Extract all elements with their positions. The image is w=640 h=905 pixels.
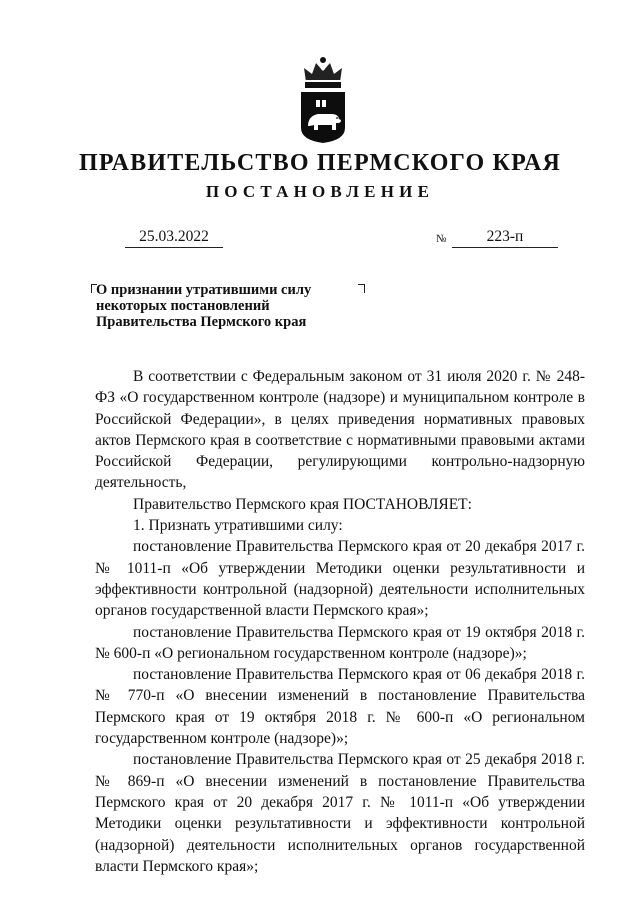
- act-paragraph: постановление Правительства Пермского края от 25 декабря 2018 г. № 869-п «О внесении изменений в постановление Правительства Пермского края от 20 декабря 2017 г. № 1011-п «Об утверждении Методики оценки результативности и эффективности контрольной (надзорной) деятельности исполнительных органов государственной власти Пермского края»;: [95, 751, 585, 875]
- item-paragraph: 1. Признать утратившими силу:: [133, 517, 343, 535]
- subject-bracket-right: [358, 284, 365, 293]
- subject-line: Правительства Пермского края: [96, 314, 307, 330]
- decree-paragraph: Правительство Пермского края ПОСТАНОВЛЯЕТ:: [133, 495, 472, 513]
- act-paragraph: постановление Правительства Пермского края от 06 декабря 2018 г. № 770-п «О внесении изменений в постановление Правительства Пермского края от 19 октября 2018 г. № 600-п «О региональном государственном контроле (надзоре)»;: [95, 666, 585, 748]
- intro-paragraph: В соответствии с Федеральным законом от 31 июля 2020 г. № 248-ФЗ «О государственном контроле (надзоре) и муниципальном контроле в Российской Федерации», в целях приведения нормативных правовых актов Пермского края в соответствие с нормативными правовыми актами Российской Федерации, регулирующими контрольно-надзорную деятельность,: [95, 368, 585, 492]
- act-paragraph: постановление Правительства Пермского края от 20 декабря 2017 г. № 1011-п «Об утверждении Методики оценки результативности и эффективности контрольной (надзорной) деятельности исполнительных органов государственной власти Пермского края»;: [95, 538, 585, 620]
- government-title: ПРАВИТЕЛЬСТВО ПЕРМСКОГО КРАЯ: [78, 150, 562, 176]
- document-body: [95, 366, 585, 877]
- document-number: 223-п: [452, 227, 558, 248]
- act-paragraph: постановление Правительства Пермского края от 19 октября 2018 г. № 600-п «О региональном государственном контроле (надзоре)»;: [95, 623, 585, 662]
- document-date: 25.03.2022: [125, 227, 223, 248]
- coat-of-arms-emblem: [298, 56, 348, 144]
- number-sign: №: [436, 233, 447, 245]
- subject-line: О признании утратившими силу: [96, 282, 312, 298]
- subject-line: некоторых постановлений: [96, 298, 270, 314]
- document-subject: [96, 282, 356, 330]
- document-type: ПОСТАНОВЛЕНИЕ: [205, 182, 435, 201]
